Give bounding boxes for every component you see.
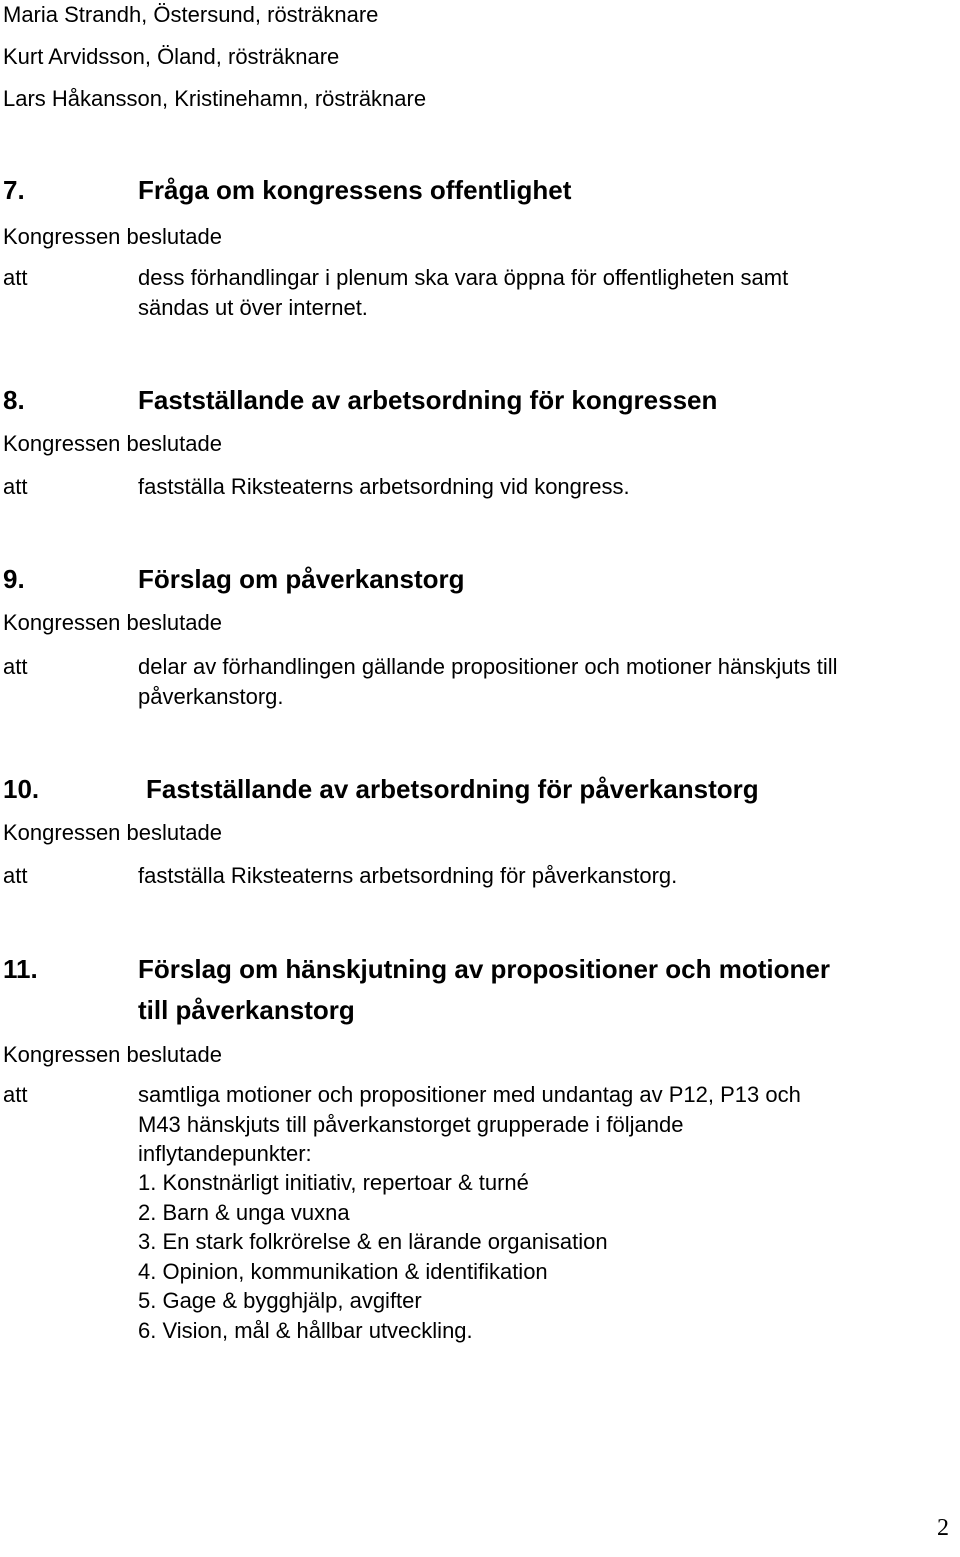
decision-text-line: dess förhandlingar i plenum ska vara öppna för offentligheten samt (138, 265, 789, 290)
decision-text-line: sändas ut över internet. (138, 294, 368, 320)
decision-text-line: M43 hänskjuts till påverkanstorget grupperade i följande (138, 1111, 684, 1137)
decision-text (138, 861, 677, 891)
section-title-continued: till påverkanstorg (138, 995, 355, 1025)
decision-text-line: fastställa Riksteaterns arbetsordning vid kongress. (138, 474, 630, 499)
list-item: 3. En stark folkrörelse & en lärande organisation (138, 1229, 608, 1254)
section-title: Förslag om påverkanstorg (138, 564, 465, 594)
list-item: 6. Vision, mål & hållbar utveckling. (138, 1317, 473, 1343)
decision-text (138, 263, 788, 322)
decision-text-line: inflytandepunkter: (138, 1141, 312, 1166)
section-title: Fastställande av arbetsordning för påverkanstorg (146, 774, 759, 804)
section-title: Fastställande av arbetsordning för kongressen (138, 385, 718, 415)
decision-label: Kongressen beslutade (3, 1042, 222, 1067)
counter-line: Lars Håkansson, Kristinehamn, rösträknare (3, 86, 427, 111)
att-label: att (3, 863, 28, 888)
decision-text (138, 472, 630, 502)
section-number: 8. (3, 385, 25, 415)
decision-text-line: samtliga motioner och propositioner med undantag av P12, P13 och (138, 1082, 801, 1107)
section-number: 10. (3, 774, 40, 804)
section-number: 11. (3, 954, 38, 984)
list-item: 4. Opinion, kommunikation & identifikation (138, 1258, 548, 1284)
inflytandepunkter-list (138, 1168, 608, 1345)
decision-text (138, 1080, 801, 1169)
att-label: att (3, 1082, 28, 1107)
section-title: Förslag om hänskjutning av propositioner och motioner (138, 954, 830, 984)
list-item: 1. Konstnärligt initiativ, repertoar & turné (138, 1170, 529, 1195)
list-item: 2. Barn & unga vuxna (138, 1199, 350, 1225)
att-label: att (3, 265, 28, 290)
decision-label: Kongressen beslutade (3, 610, 222, 635)
section-title: Fråga om kongressens offentlighet (138, 175, 572, 205)
decision-label: Kongressen beslutade (3, 224, 222, 249)
decision-text-line: påverkanstorg. (138, 683, 284, 709)
att-label: att (3, 654, 28, 679)
list-item: 5. Gage & bygghjälp, avgifter (138, 1288, 422, 1313)
section-number: 9. (3, 564, 25, 594)
counter-line: Maria Strandh, Östersund, rösträknare (3, 2, 379, 27)
decision-label: Kongressen beslutade (3, 820, 222, 845)
decision-text-line: delar av förhandlingen gällande propositioner och motioner hänskjuts till (138, 654, 838, 679)
decision-label: Kongressen beslutade (3, 431, 222, 456)
att-label: att (3, 474, 28, 499)
section-number: 7. (3, 175, 25, 205)
decision-text-line: fastställa Riksteaterns arbetsordning för påverkanstorg. (138, 863, 678, 888)
counter-line: Kurt Arvidsson, Öland, rösträknare (3, 44, 340, 69)
page-number: 2 (937, 1515, 949, 1541)
decision-text (138, 652, 838, 711)
